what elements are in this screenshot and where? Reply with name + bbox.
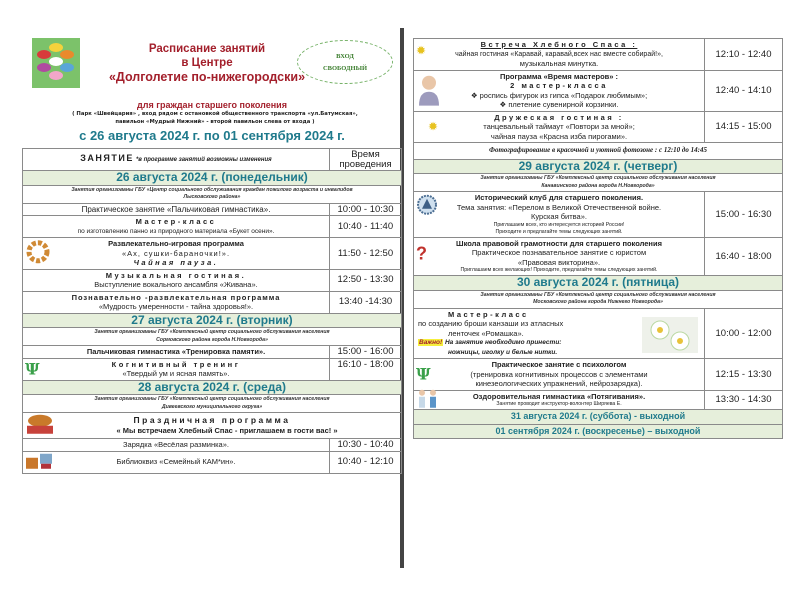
activity-cell xyxy=(23,216,330,238)
psi-icon: Ψ xyxy=(25,359,40,379)
time-cell: 11:50 - 12:50 xyxy=(330,238,402,270)
activity-cell xyxy=(23,358,330,380)
table-row xyxy=(23,203,402,216)
organizer-line: Канавинского района города Н.Новгорода» xyxy=(541,182,655,189)
books-icon xyxy=(25,452,55,473)
activity-cell xyxy=(414,390,705,410)
activity-cell xyxy=(414,39,705,71)
organizer-text xyxy=(23,395,402,413)
activity-line: Мастер-класс xyxy=(448,309,529,319)
chamomile-brooch-image xyxy=(642,317,698,356)
activity-line-text: роспись фигурок из гипса «Подарок любимым»; xyxy=(479,90,648,100)
organizer-row xyxy=(414,290,783,308)
time-cell: 14:15 - 15:00 xyxy=(705,111,783,143)
address xyxy=(40,111,390,126)
activity-line: «Ах, сушки-бараночки!». xyxy=(121,248,231,258)
left-page xyxy=(22,30,402,474)
table-row xyxy=(23,439,402,452)
bullet-icon: ❖ xyxy=(499,100,509,109)
activity-line: музыкальная минутка. xyxy=(519,59,599,68)
organizer-line: Занятия организованы ГБУ «Комплексный центр социального обслуживания населения xyxy=(94,329,330,335)
table-row xyxy=(414,308,783,359)
activity-line: Практическое занятие «Пальчиковая гимнастика». xyxy=(81,204,271,214)
organizer-line: Занятия организованы ГБУ «Комплексный центр социального обслуживания населения xyxy=(480,175,716,181)
changes-note: *в программе занятий возможны изменения xyxy=(135,156,272,163)
activity-line: Выступление вокального ансамбля «Живана». xyxy=(94,280,258,289)
schedule-table-right xyxy=(413,38,783,439)
time-cell: 10:00 - 12:00 xyxy=(705,308,783,359)
time-cell: 12:50 - 13:30 xyxy=(330,269,402,291)
gymnastics-icon xyxy=(416,388,440,413)
address-line-1: ( Парк «Швейцария» , вход рядом с остановкой общественного транспорта «ул.Батумская», xyxy=(72,111,358,117)
important-label: Важно! xyxy=(419,339,443,346)
title-line-1: Расписание занятий xyxy=(148,43,266,55)
time-cell: 10:40 - 11:40 xyxy=(330,216,402,238)
activity-line: Занятие проводит инструктор-волонтер Ширяева Е. xyxy=(496,401,622,407)
badge-line-1: ВХОД xyxy=(336,53,354,60)
activity-line: Чайная пауза. xyxy=(133,258,219,267)
activity-cell xyxy=(414,308,705,359)
activity-line-text: плетение сувенирной корзинки. xyxy=(508,100,619,109)
organizer-line: Дивеевского муниципального округа» xyxy=(161,403,263,410)
organizer-row xyxy=(414,174,783,192)
longevity-flower-logo xyxy=(32,38,80,88)
time-cell: 15:00 - 16:30 xyxy=(705,192,783,238)
activity-cell xyxy=(414,111,705,143)
activity-line-text: На занятие необходимо принести: xyxy=(444,339,562,346)
activity-line: Практическое занятие с психологом xyxy=(491,360,627,369)
activity-line: Оздоровительная гимнастика «Потягивания». xyxy=(472,391,646,401)
time-cell: 13:40 -14:30 xyxy=(330,291,402,313)
emblem-icon xyxy=(416,194,438,219)
organizer-line: Лысковского района» xyxy=(183,194,241,200)
time-header xyxy=(330,149,402,171)
right-page xyxy=(413,38,783,439)
activity-line: Встреча Хлебного Спаса : xyxy=(480,40,638,49)
organizer-line: Сормовского района города Н.Новгорода» xyxy=(156,336,268,343)
title-line-2: в Центре xyxy=(181,57,233,69)
schedule-subtitle: для граждан старшего поколения xyxy=(137,100,287,110)
activity-cell xyxy=(23,291,330,313)
day-off-row xyxy=(414,410,783,425)
schedule-table-left xyxy=(22,148,402,474)
activity-line: Практическое познавательное занятие с юристом xyxy=(471,248,647,257)
time-cell: 12:15 - 13:30 xyxy=(705,359,783,391)
day-title: 26 августа 2024 г. (понедельник) xyxy=(23,171,402,186)
activity-line: Развлекательно-игровая программа xyxy=(108,239,244,248)
activity-line: Мастер-класс xyxy=(135,217,217,226)
day-off-title: 01 сентября 2024 г. (воскресенье) – выходной xyxy=(414,424,783,439)
table-row xyxy=(414,390,783,410)
address-line-2: павильон «Мудрый Нижний» - второй павильон слева от входа ) xyxy=(115,118,315,125)
time-cell: 15:00 - 16:00 xyxy=(330,346,402,359)
time-cell: 12:10 - 12:40 xyxy=(705,39,783,71)
activity-line xyxy=(416,91,702,101)
day-title: 29 августа 2024 г. (четверг) xyxy=(414,159,783,174)
activity-line: «Мудрость умеренности - тайна здоровья!». xyxy=(98,302,254,311)
activity-line: чайная пауза «Красна изба пирогами». xyxy=(490,131,628,141)
activity-header xyxy=(23,149,330,171)
organizer-line: Занятия организованы ГБУ «Комплексный центр социального обслуживания населения xyxy=(480,291,716,298)
activity-cell xyxy=(414,359,705,391)
activity-line: Школа правовой грамотности для старшего поколения xyxy=(456,238,662,248)
day-row xyxy=(23,171,402,186)
activity-line: Приглашаем всех желающих! Приходите, предлагайте темы следующих занятий. xyxy=(460,267,658,273)
table-row xyxy=(414,39,783,71)
photo-zone-row xyxy=(414,143,783,160)
activity-line: «Твердый ум и ясная память». xyxy=(122,369,230,378)
activity-cell xyxy=(414,237,705,276)
activity-line: танцевальный таймаут «Повтори за мной»; xyxy=(483,122,635,131)
time-cell: 10:00 - 10:30 xyxy=(330,203,402,216)
day-off-title: 31 августа 2024 г. (суббота) - выходной xyxy=(414,410,783,425)
table-row xyxy=(23,346,402,359)
activity-cell xyxy=(23,451,330,473)
day-off-row xyxy=(414,424,783,439)
day-row xyxy=(414,159,783,174)
activity-cell xyxy=(23,413,402,439)
activity-cell xyxy=(23,439,330,452)
activity-line: по созданию броши канзаши из атласных xyxy=(418,319,564,328)
activity-cell xyxy=(414,192,705,238)
time-cell: 12:40 - 14:10 xyxy=(705,70,783,111)
activity-line: Когнитивный тренинг xyxy=(111,359,241,369)
table-row xyxy=(23,451,402,473)
activity-line: (тренировка когнитивных процессов с элементами xyxy=(470,369,648,379)
time-cell: 13:30 - 14:30 xyxy=(705,390,783,410)
table-row xyxy=(23,238,402,270)
activity-line: ножницы, иголку и белые нитки. xyxy=(448,348,558,356)
schedule-period: с 26 августа 2024 г. по 01 сентября 2024 г. xyxy=(79,128,345,143)
bagels-icon xyxy=(25,239,53,268)
activity-line: «Правовая викторина». xyxy=(517,257,601,267)
time-header-line-2: проведения xyxy=(339,158,392,170)
badge-line-2: СВОБОДНЫЙ xyxy=(322,65,368,72)
time-cell: 16:10 - 18:00 xyxy=(330,358,402,380)
activity-line: Библиоквиз «Семейный КАМ*ин». xyxy=(116,457,236,467)
question-mark-icon: ? xyxy=(416,243,427,264)
table-row xyxy=(414,70,783,111)
activity-line: Дружеская гостиная : xyxy=(494,112,624,122)
activity-cell xyxy=(414,70,705,111)
table-row xyxy=(414,359,783,391)
table-row xyxy=(414,111,783,143)
bread-icon xyxy=(25,413,55,438)
organizer-row xyxy=(23,328,402,346)
activity-cell xyxy=(23,346,330,359)
day-row xyxy=(23,313,402,328)
activity-cell xyxy=(23,269,330,291)
activity-line: Приходите и предлагайте темы следующих занятий. xyxy=(495,228,623,235)
activity-line xyxy=(416,100,702,110)
day-title: 30 августа 2024 г. (пятница) xyxy=(414,276,783,291)
organizer-line: Московского района города Нижнего Новгорода» xyxy=(533,299,663,305)
time-cell: 10:40 - 12:10 xyxy=(330,451,402,473)
activity-line: Музыкальная гостиная. xyxy=(105,270,247,280)
activity-line: Тема занятия: «Перелом в Великой Отечественной войне. xyxy=(456,202,662,212)
table-row xyxy=(23,358,402,380)
organizer-row xyxy=(23,185,402,203)
activity-line: Познавательно -развлекательная программа xyxy=(71,292,281,302)
day-title: 27 августа 2024 г. (вторник) xyxy=(23,313,402,328)
sun-icon: ✹ xyxy=(428,119,439,133)
activity-header-label: ЗАНЯТИЕ xyxy=(80,152,134,163)
time-cell: 10:30 - 10:40 xyxy=(330,439,402,452)
activity-line: по изготовлению панно из природного материала «Букет осени». xyxy=(77,227,275,235)
organizer-line: Занятия организованы ГБУ «Центр социального обслуживания граждан пожилого возраста и инвалидов xyxy=(71,186,353,193)
bullet-icon: ❖ xyxy=(470,90,480,100)
organizer-text xyxy=(23,328,402,346)
activity-line: Пальчиковая гимнастика «Тренировка памяти». xyxy=(86,347,266,356)
organizer-text xyxy=(414,290,783,308)
activity-line: Зарядка «Весёлая разминка». xyxy=(123,440,229,449)
table-row xyxy=(23,291,402,313)
activity-cell xyxy=(23,203,330,216)
organizer-row xyxy=(23,395,402,413)
schedule-header xyxy=(22,30,402,143)
sun-icon: ✹ xyxy=(416,43,427,58)
activity-line: Праздничная программа xyxy=(133,415,291,425)
title-line-3: «Долголетие по-нижегородски» xyxy=(108,70,306,84)
table-row xyxy=(23,216,402,238)
activity-line: кинезеологических упражнений, нейрозарядка). xyxy=(475,379,643,388)
organizer-line: Занятия организованы ГБУ «Комплексный центр социального обслуживания населения xyxy=(94,396,330,402)
day-row xyxy=(23,380,402,395)
time-header-line-1: Время xyxy=(351,149,380,160)
activity-line: 2 мастер-класса xyxy=(510,81,608,90)
table-row xyxy=(414,192,783,238)
table-header-row xyxy=(23,149,402,171)
table-row xyxy=(23,413,402,439)
activity-line: Исторический клуб для старшего поколения. xyxy=(474,193,644,202)
activity-line: Приглашаем всех, кто интересуется историей России! xyxy=(493,221,625,228)
day-title: 28 августа 2024 г. (среда) xyxy=(23,380,402,395)
woman-photo-icon xyxy=(416,73,442,108)
organizer-text xyxy=(23,185,402,203)
activity-line: « Мы встречаем Хлебный Спас - приглашаем в гости вас! » xyxy=(116,425,338,435)
table-row xyxy=(414,237,783,276)
psi-icon: Ψ xyxy=(416,364,431,384)
activity-line: ленточек «Ромашка». xyxy=(448,328,524,338)
activity-line: Программа «Время мастеров» : xyxy=(499,71,619,81)
free-entry-badge xyxy=(297,40,393,84)
photo-zone-note: Фотографирование в красочной и уютной фотозоне : с 12:10 до 14:45 xyxy=(414,143,783,160)
activity-cell xyxy=(23,238,330,270)
day-row xyxy=(414,276,783,291)
activity-line: Курская битва». xyxy=(531,212,587,221)
organizer-text xyxy=(414,174,783,192)
schedule-title xyxy=(108,42,306,84)
time-cell: 16:40 - 18:00 xyxy=(705,237,783,276)
activity-line: чайная гостиная «Каравай, каравай,всех нас вместе собирай!», xyxy=(455,50,663,58)
table-row xyxy=(23,269,402,291)
